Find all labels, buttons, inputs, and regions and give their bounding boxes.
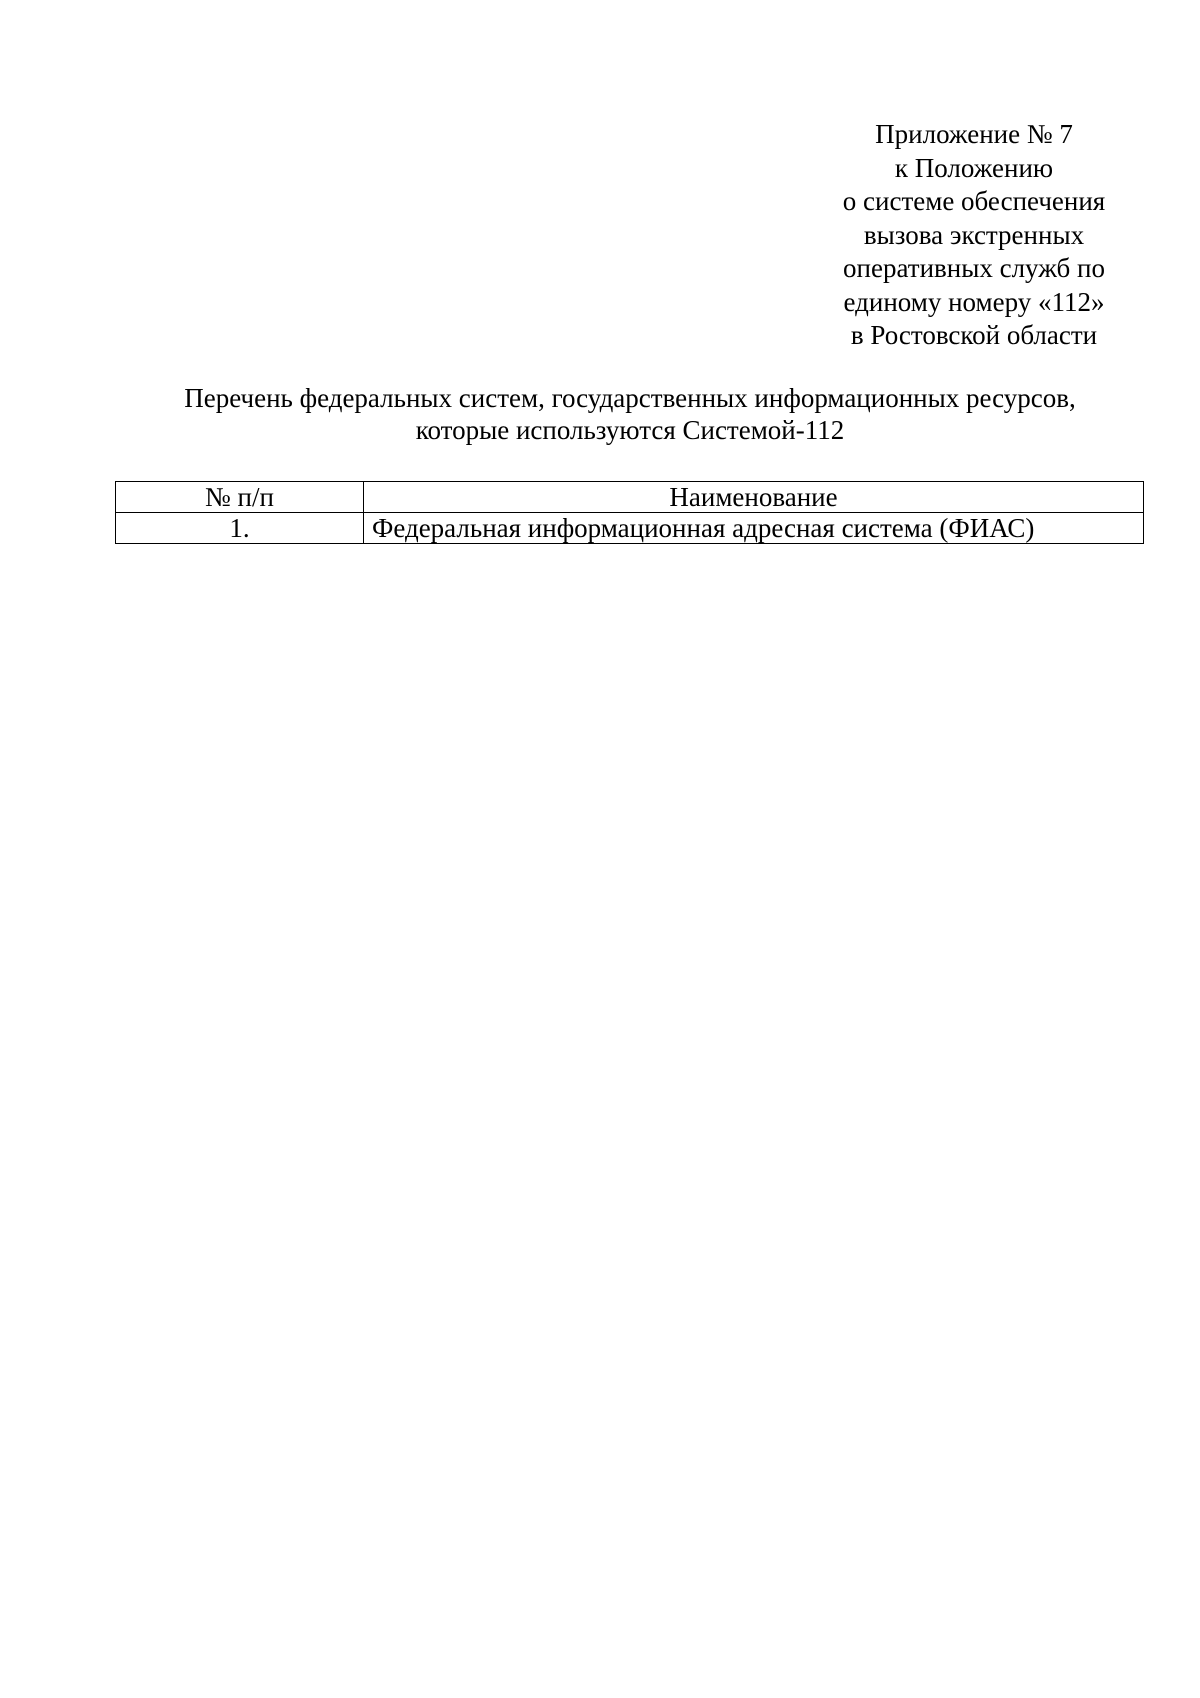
appendix-line: к Положению: [894, 152, 1054, 183]
header-name: Наименование: [364, 482, 1144, 513]
document-title-line: Перечень федеральных систем, государственных информационных ресурсов,: [184, 383, 1076, 413]
row-number: 1.: [116, 513, 364, 544]
resources-table: [115, 481, 1144, 544]
document-title: [120, 382, 1140, 446]
row-name: Федеральная информационная адресная система (ФИАС): [364, 513, 1144, 544]
appendix-line: вызова экстренных: [863, 219, 1085, 250]
table-row: [116, 513, 1144, 544]
table-header-row: [116, 482, 1144, 513]
appendix-block: [822, 118, 1126, 353]
appendix-line: в Ростовской области: [850, 320, 1098, 350]
appendix-line: о системе обеспечения: [842, 186, 1106, 216]
appendix-line: единому номеру «112»: [843, 286, 1105, 317]
document-title-line: которые используются Системой-112: [415, 415, 845, 445]
appendix-line: оперативных служб по: [843, 253, 1105, 283]
appendix-line: Приложение № 7: [875, 119, 1073, 149]
header-number: № п/п: [116, 482, 364, 513]
